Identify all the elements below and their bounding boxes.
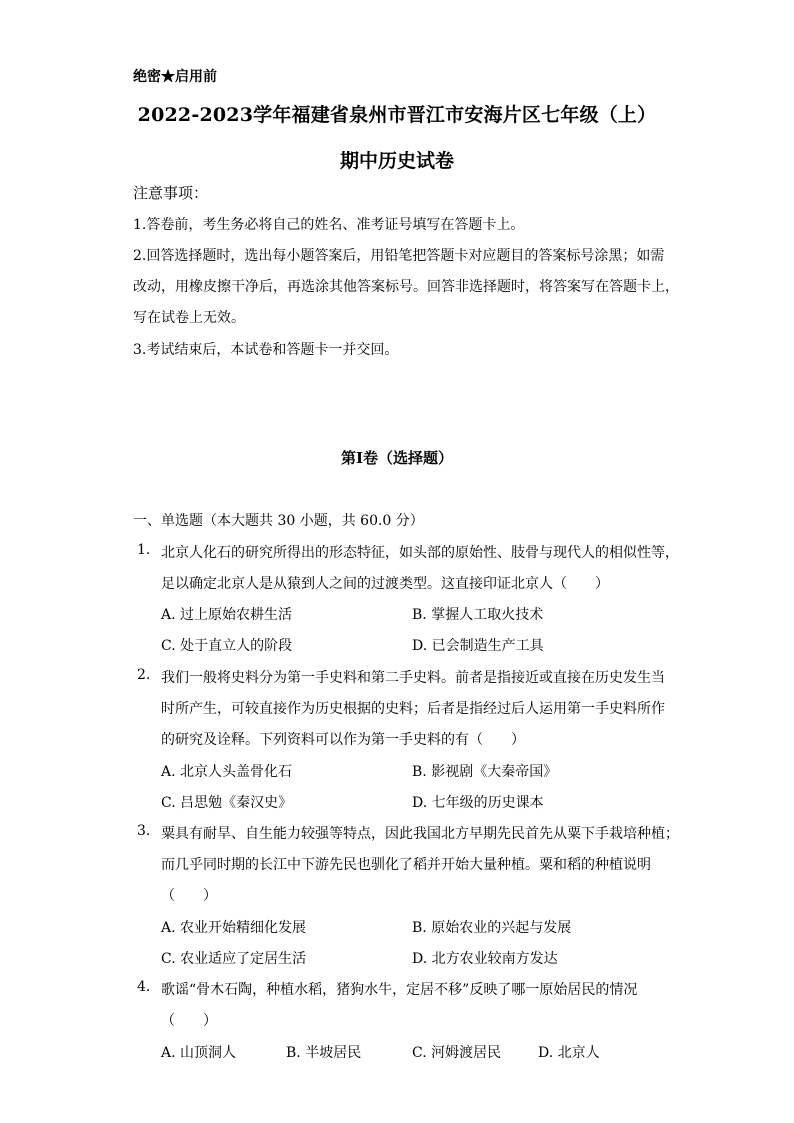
option-b: B. 掌握人工取火技术 bbox=[412, 607, 544, 623]
question-text-line: 歌谣“骨木石陶，种植水稻，猪狗水牛，定居不移”反映了哪一原始居民的情况 bbox=[161, 982, 638, 998]
notice-line: 2.回答选择题时，选出每小题答案后，用铅笔把答题卡对应题目的答案标号涂黑；如需 bbox=[133, 248, 665, 264]
question-text-line: 我们一般将史料分为第一手史料和第二手史料。前者是指接近或直接在历史发生当 bbox=[161, 670, 665, 686]
notice-line: 改动，用橡皮擦干净后，再选涂其他答案标号。回答非选择题时，将答案写在答题卡上， bbox=[133, 279, 679, 295]
option-c: C. 农业适应了定居生活 bbox=[161, 951, 307, 967]
question-number: 3. bbox=[137, 823, 151, 839]
section-title: 一、单选题（本大题共 30 小题，共 60.0 分） bbox=[133, 513, 424, 529]
option-a: A. 农业开始精细化发展 bbox=[161, 920, 307, 936]
question-text-line: 时所产生，可较直接作为历史根据的史料；后者是指经过后人运用第一手史料所作 bbox=[161, 701, 665, 717]
option-d: D. 已会制造生产工具 bbox=[412, 638, 544, 654]
question-number: 1. bbox=[137, 542, 151, 558]
part-title: 第Ⅰ卷（选择题） bbox=[340, 449, 454, 467]
question-text-line: 的研究及诠释。下列资料可以作为第一手史料的有（ ） bbox=[161, 732, 525, 748]
notice-heading: 注意事项： bbox=[133, 184, 209, 202]
option-c: C. 河姆渡居民 bbox=[412, 1045, 502, 1061]
option-d: D. 七年级的历史课本 bbox=[412, 795, 544, 811]
question-text-line: 粟具有耐旱、自生能力较强等特点，因此我国北方早期先民首先从粟下手栽培种植； bbox=[161, 826, 679, 842]
question-text-line: 足以确定北京人是从猿到人之间的过渡类型。这直接印证北京人（ ） bbox=[161, 576, 609, 592]
option-c: C. 处于直立人的阶段 bbox=[161, 638, 293, 654]
question-text-line: 而几乎同时期的长江中下游先民也驯化了稻并开始大量种植。粟和稻的种植说明 bbox=[161, 857, 651, 873]
notice-line: 3.考试结束后，本试卷和答题卡一并交回。 bbox=[133, 342, 399, 358]
option-a: A. 山顶洞人 bbox=[161, 1045, 237, 1061]
option-a: A. 北京人头盖骨化石 bbox=[161, 764, 293, 780]
exam-title-line1: 2022-2023学年福建省泉州市晋江市安海片区七年级（上） bbox=[137, 104, 657, 126]
question-text-line: （ ） bbox=[161, 1013, 217, 1029]
option-b: B. 原始农业的兴起与发展 bbox=[412, 920, 572, 936]
option-d: D. 北方农业较南方发达 bbox=[412, 951, 558, 967]
option-d: D. 北京人 bbox=[538, 1045, 600, 1061]
option-b: B. 半坡居民 bbox=[286, 1045, 362, 1061]
question-text-line: 北京人化石的研究所得出的形态特征，如头部的原始性、肢骨与现代人的相似性等， bbox=[161, 545, 679, 561]
option-c: C. 吕思勉《秦汉史》 bbox=[161, 795, 293, 811]
option-b: B. 影视剧《大秦帝国》 bbox=[412, 764, 558, 780]
question-number: 4. bbox=[137, 979, 151, 995]
notice-line: 1.答卷前，考生务必将自己的姓名、准考证号填写在答题卡上。 bbox=[133, 217, 525, 233]
confidential-mark: 绝密★启用前 bbox=[133, 69, 217, 85]
notice-line: 写在试卷上无效。 bbox=[133, 310, 245, 326]
question-text-line: （ ） bbox=[161, 888, 217, 904]
exam-title-line2: 期中历史试卷 bbox=[339, 150, 454, 172]
option-a: A. 过上原始农耕生活 bbox=[161, 607, 293, 623]
question-number: 2. bbox=[137, 667, 151, 683]
